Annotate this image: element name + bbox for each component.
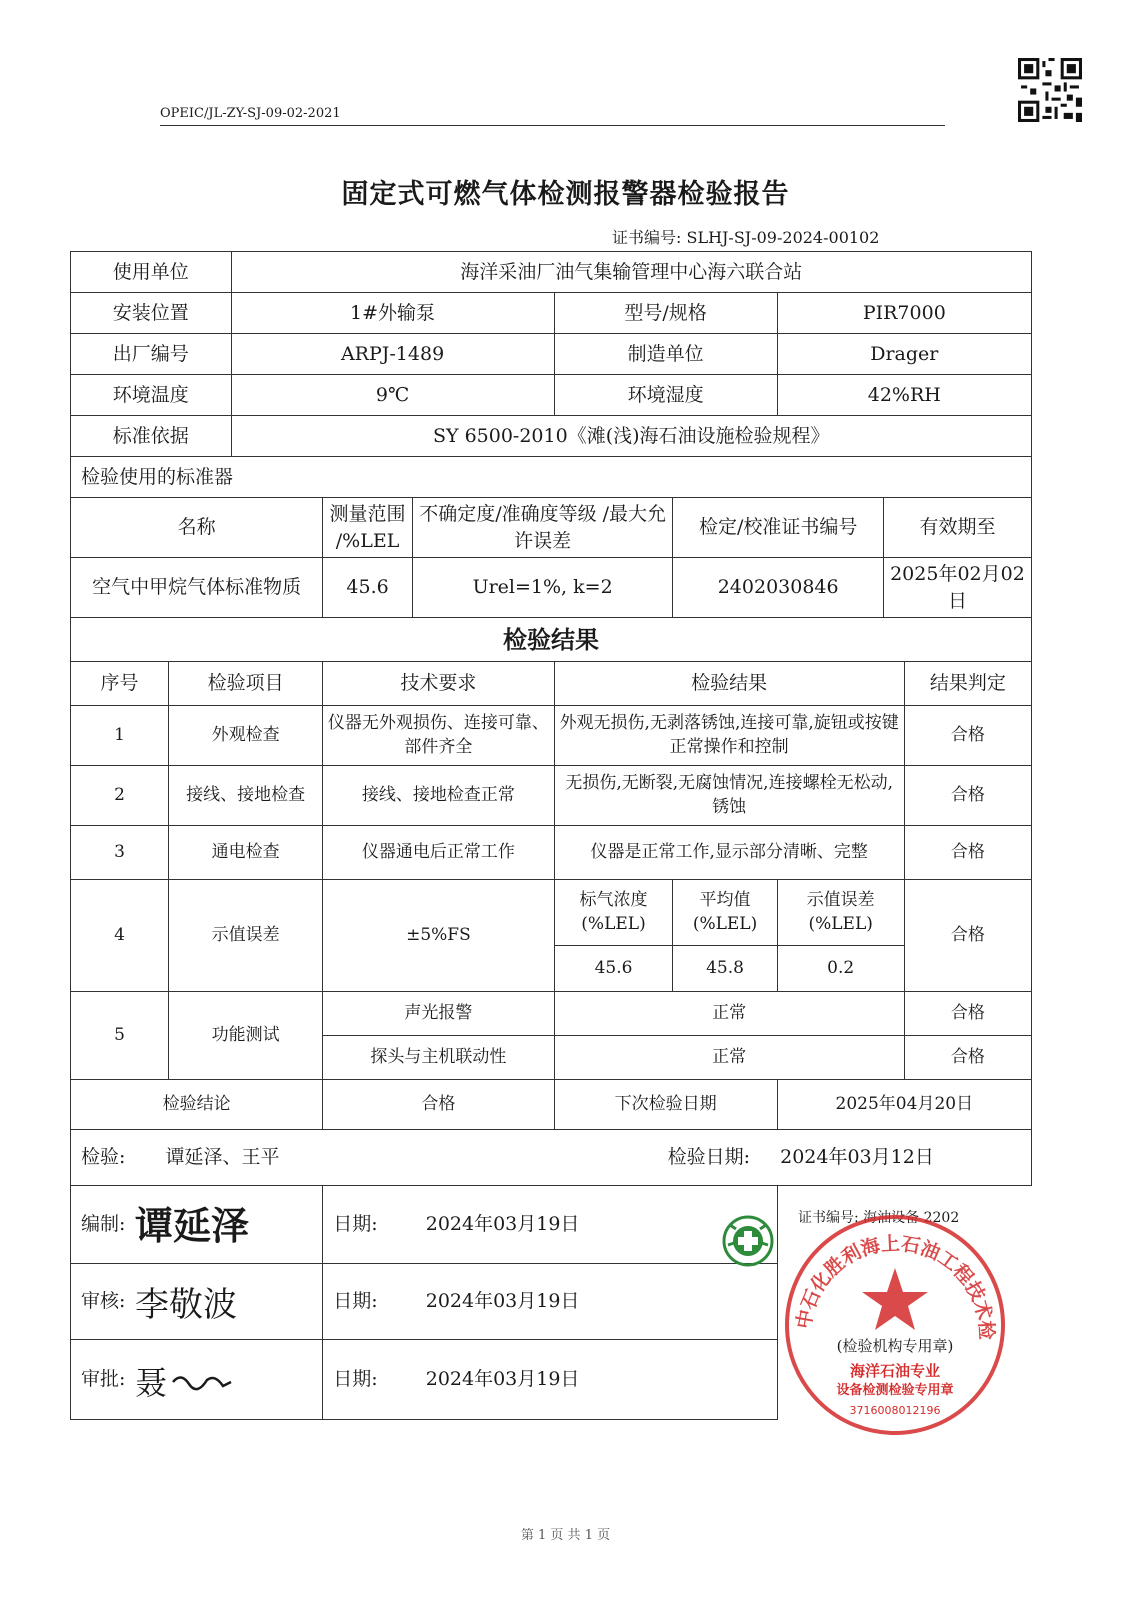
std-valid: 2025年02月02日 bbox=[883, 558, 1031, 618]
row-req: 接线、接地检查正常 bbox=[323, 766, 554, 826]
std-header-cert: 检定/校准证书编号 bbox=[673, 498, 884, 558]
row-no: 1 bbox=[71, 706, 169, 766]
model-label: 型号/规格 bbox=[554, 293, 777, 334]
table-row bbox=[71, 826, 1032, 880]
row-result: 仪器是正常工作,显示部分清晰、完整 bbox=[554, 826, 904, 880]
row4-std-value: 45.6 bbox=[554, 946, 673, 992]
row5-verdict-2: 合格 bbox=[904, 1036, 1031, 1080]
row-result: 外观无损伤,无剥落锈蚀,连接可靠,旋钮或按键正常操作和控制 bbox=[554, 706, 904, 766]
prepare-date: 2024年03月19日 bbox=[425, 1213, 580, 1236]
std-range: 45.6 bbox=[323, 558, 413, 618]
review-signature-text: 李敬波 bbox=[135, 1284, 238, 1325]
document-code: OPEIC/JL-ZY-SJ-09-02-2021 bbox=[160, 106, 341, 121]
unit-label: 使用单位 bbox=[71, 252, 232, 293]
signoff-review bbox=[71, 1264, 323, 1340]
row-item: 接线、接地检查 bbox=[168, 766, 322, 826]
row5-result-1: 正常 bbox=[554, 992, 904, 1036]
maker-value: Drager bbox=[777, 334, 1031, 375]
inspection-date-label: 检验日期: bbox=[667, 1146, 751, 1169]
location-value: 1#外输泵 bbox=[231, 293, 554, 334]
row4-no: 4 bbox=[71, 880, 169, 992]
signoff-approve bbox=[71, 1340, 323, 1420]
prepare-signature-text: 谭延泽 bbox=[135, 1202, 250, 1248]
seal-number: 3716008012196 bbox=[849, 1404, 941, 1417]
row4-avg-value: 45.8 bbox=[673, 946, 777, 992]
std-header-range: 测量范围 /%LEL bbox=[323, 498, 413, 558]
table-row bbox=[71, 766, 1032, 826]
result-header-req: 技术要求 bbox=[323, 662, 554, 706]
basis-value: SY 6500-2010《滩(浅)海石油设施检验规程》 bbox=[231, 416, 1031, 457]
row-req: 仪器通电后正常工作 bbox=[323, 826, 554, 880]
row4-subheader-err: 示值误差 (%LEL) bbox=[777, 880, 904, 946]
standards-section-label: 检验使用的标准器 bbox=[71, 457, 1032, 498]
row4-verdict: 合格 bbox=[904, 880, 1031, 992]
approve-label: 审批: bbox=[81, 1367, 126, 1390]
signoff-prepare-date bbox=[323, 1186, 777, 1264]
report-title: 固定式可燃气体检测报警器检验报告 bbox=[341, 179, 790, 210]
row-item: 通电检查 bbox=[168, 826, 322, 880]
conclusion-value: 合格 bbox=[323, 1080, 554, 1130]
row5-item: 功能测试 bbox=[168, 992, 322, 1080]
official-seal bbox=[780, 1210, 1010, 1440]
row5-req-1: 声光报警 bbox=[323, 992, 554, 1036]
prepare-date-label: 日期: bbox=[333, 1213, 378, 1236]
serial-value: ARPJ-1489 bbox=[231, 334, 554, 375]
result-header-item: 检验项目 bbox=[168, 662, 322, 706]
review-label: 审核: bbox=[81, 1289, 126, 1312]
result-header-no: 序号 bbox=[71, 662, 169, 706]
maker-label: 制造单位 bbox=[554, 334, 777, 375]
temperature-label: 环境温度 bbox=[71, 375, 232, 416]
signoff-approve-date bbox=[323, 1340, 777, 1420]
row-no: 2 bbox=[71, 766, 169, 826]
next-date-label: 下次检验日期 bbox=[554, 1080, 777, 1130]
row5-no: 5 bbox=[71, 992, 169, 1080]
stamp-cert-number: 证书编号: 海油设备 2202 bbox=[798, 1210, 960, 1226]
signoff-review-date bbox=[323, 1264, 777, 1340]
temperature-value: 9℃ bbox=[231, 375, 554, 416]
row-item: 外观检查 bbox=[168, 706, 322, 766]
row5-verdict-1: 合格 bbox=[904, 992, 1031, 1036]
inspector-label: 检验: bbox=[81, 1146, 126, 1169]
row5-result-2: 正常 bbox=[554, 1036, 904, 1080]
header-rule bbox=[160, 125, 945, 126]
seal-bottom-text-2: 设备检测检验专用章 bbox=[836, 1383, 954, 1398]
inspection-row bbox=[71, 1130, 1032, 1186]
row-req: 仪器无外观损伤、连接可靠、部件齐全 bbox=[323, 706, 554, 766]
humidity-label: 环境湿度 bbox=[554, 375, 777, 416]
row4-err-value: 0.2 bbox=[777, 946, 904, 992]
std-header-name: 名称 bbox=[71, 498, 323, 558]
std-name: 空气中甲烷气体标准物质 bbox=[71, 558, 323, 618]
row-no: 3 bbox=[71, 826, 169, 880]
row5-req-2: 探头与主机联动性 bbox=[323, 1036, 554, 1080]
approve-signature-text: 聂 bbox=[135, 1363, 168, 1402]
row-result: 无损伤,无断裂,无腐蚀情况,连接螺栓无松动,锈蚀 bbox=[554, 766, 904, 826]
inspection-date-value: 2024年03月12日 bbox=[780, 1146, 934, 1169]
approve-date-label: 日期: bbox=[333, 1368, 378, 1391]
safety-cross-icon bbox=[722, 1215, 774, 1267]
humidity-value: 42%RH bbox=[777, 375, 1031, 416]
conclusion-label: 检验结论 bbox=[71, 1080, 323, 1130]
row-verdict: 合格 bbox=[904, 826, 1031, 880]
svg-text:中石化胜利海上石油工程技术检验有限公司 bbox=[780, 1210, 998, 1341]
model-value: PIR7000 bbox=[777, 293, 1031, 334]
result-header-verdict: 结果判定 bbox=[904, 662, 1031, 706]
row-verdict: 合格 bbox=[904, 766, 1031, 826]
certificate-number: 证书编号: SLHJ-SJ-09-2024-00102 bbox=[612, 228, 880, 247]
prepare-label: 编制: bbox=[81, 1212, 126, 1235]
seal-center-text: (检验机构专用章) bbox=[836, 1337, 954, 1355]
review-date-label: 日期: bbox=[333, 1290, 378, 1313]
row4-item: 示值误差 bbox=[168, 880, 322, 992]
std-cert: 2402030846 bbox=[673, 558, 884, 618]
row4-req: ±5%FS bbox=[323, 880, 554, 992]
approve-date: 2024年03月19日 bbox=[425, 1368, 580, 1391]
row4-subheader-std: 标气浓度 (%LEL) bbox=[554, 880, 673, 946]
page-footer: 第 1 页 共 1 页 bbox=[520, 1528, 611, 1543]
std-uncertainty: Urel=1%, k=2 bbox=[412, 558, 673, 618]
unit-value: 海洋采油厂油气集输管理中心海六联合站 bbox=[231, 252, 1031, 293]
inspector-value: 谭延泽、王平 bbox=[165, 1146, 280, 1169]
row-verdict: 合格 bbox=[904, 706, 1031, 766]
std-header-uncertainty: 不确定度/准确度等级 /最大允许误差 bbox=[412, 498, 673, 558]
seal-ring-text: 中石化胜利海上石油工程技术检 bbox=[792, 1232, 998, 1341]
review-signature bbox=[131, 1274, 251, 1330]
qr-code-icon bbox=[1018, 58, 1082, 122]
results-section-title: 检验结果 bbox=[71, 618, 1032, 662]
row4-subheader-avg: 平均值 (%LEL) bbox=[673, 880, 777, 946]
seal-bottom-text-1: 海洋石油专业 bbox=[849, 1362, 941, 1380]
next-date-value: 2025年04月20日 bbox=[777, 1080, 1031, 1130]
prepare-signature bbox=[131, 1197, 251, 1253]
approve-signature bbox=[131, 1352, 251, 1408]
location-label: 安装位置 bbox=[71, 293, 232, 334]
std-header-valid: 有效期至 bbox=[883, 498, 1031, 558]
table-row bbox=[71, 706, 1032, 766]
signoff-prepare bbox=[71, 1186, 323, 1264]
serial-label: 出厂编号 bbox=[71, 334, 232, 375]
basis-label: 标准依据 bbox=[71, 416, 232, 457]
result-header-result: 检验结果 bbox=[554, 662, 904, 706]
review-date: 2024年03月19日 bbox=[425, 1290, 580, 1313]
